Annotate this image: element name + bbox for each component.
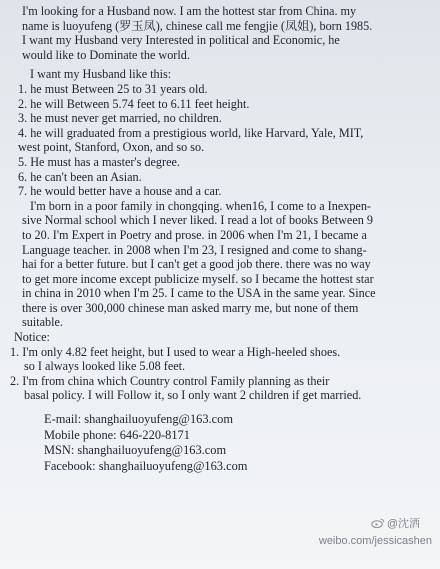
notice-item: 2. I'm from china which Country control Family planning as their bbox=[10, 373, 330, 388]
requirement-item: 6. he can't been an Asian. bbox=[18, 169, 142, 184]
requirement-item: 4. he will graduated from a prestigious world, like Harvard, Yale, MIT, bbox=[18, 125, 364, 140]
requirements-list bbox=[10, 82, 430, 199]
weibo-logo-icon bbox=[371, 518, 385, 528]
weibo-credit-handle bbox=[371, 515, 420, 531]
requirement-item: 1. he must Between 25 to 31 years old. bbox=[18, 81, 208, 96]
notice-list bbox=[10, 345, 430, 403]
intro-line: I'm looking for a Husband now. I am the hottest star from China. my bbox=[22, 4, 357, 18]
story-line: suitable. bbox=[22, 315, 63, 330]
story-line: Language teacher. in 2008 when I'm 23, I resigned and come to shang- bbox=[22, 242, 367, 257]
weibo-credit-url: weibo.com/jessicashen bbox=[318, 535, 432, 547]
story-line: hai for a better future. but I can't get a good job there. there was no way bbox=[22, 257, 371, 272]
contact-block bbox=[10, 412, 430, 474]
contact-phone: Mobile phone: 646-220-8171 bbox=[44, 427, 190, 442]
story-line: to get more income except publicize myself. so I became the hottest star bbox=[22, 271, 374, 286]
contact-facebook: Facebook: shanghailuoyufeng@163.com bbox=[44, 458, 248, 473]
story-line: I'm born in a poor family in chongqing. when16, I come to a Inexpen- bbox=[30, 198, 371, 213]
intro-line: name is luoyufeng (罗玉凤), chinese call me fengjie (凤姐), born 1985. bbox=[22, 18, 373, 33]
contact-email: E-mail: shanghailuoyufeng@163.com bbox=[44, 412, 233, 427]
story-line: to 20. I'm Expert in Poetry and prose. in 2006 when I'm 21, I became a bbox=[22, 227, 367, 242]
notice-heading: Notice: bbox=[14, 330, 50, 345]
requirement-item: 7. he would better have a house and a car. bbox=[18, 184, 222, 199]
notice-item-continued: basal policy. I will Follow it, so I only want 2 children if get married. bbox=[24, 388, 362, 403]
story-line: there is over 300,000 chinese man asked marry me, but none of them bbox=[22, 300, 359, 315]
requirement-item: 2. he will Between 5.74 feet to 6.11 feet height. bbox=[18, 96, 250, 111]
requirements-heading: I want my Husband like this: bbox=[30, 67, 172, 82]
intro-line: would like to Dominate the world. bbox=[22, 47, 190, 62]
weibo-handle-text: @沈洒 bbox=[386, 518, 420, 530]
notice-item: 1. I'm only 4.82 feet height, but I used to wear a High-heeled shoes. bbox=[10, 344, 341, 359]
story-line: sive Normal school which I never liked. I read a lot of books Between 9 bbox=[22, 213, 373, 228]
notice-item-continued: so I always looked like 5.08 feet. bbox=[24, 359, 186, 374]
requirement-item: 5. He must has a master's degree. bbox=[18, 154, 180, 169]
story-line: in china in 2010 when I'm 25. I came to the USA in the same year. Since bbox=[22, 286, 376, 301]
requirement-item-continued: west point, Stanford, Oxon, and so so. bbox=[18, 140, 205, 155]
story-paragraph bbox=[10, 199, 430, 330]
intro-line: I want my Husband very Interested in political and Economic, he bbox=[22, 33, 340, 48]
intro-paragraph bbox=[10, 4, 430, 62]
requirement-item: 3. he must never get married, no children. bbox=[18, 111, 222, 126]
contact-msn: MSN: shanghailuoyufeng@163.com bbox=[44, 443, 227, 458]
